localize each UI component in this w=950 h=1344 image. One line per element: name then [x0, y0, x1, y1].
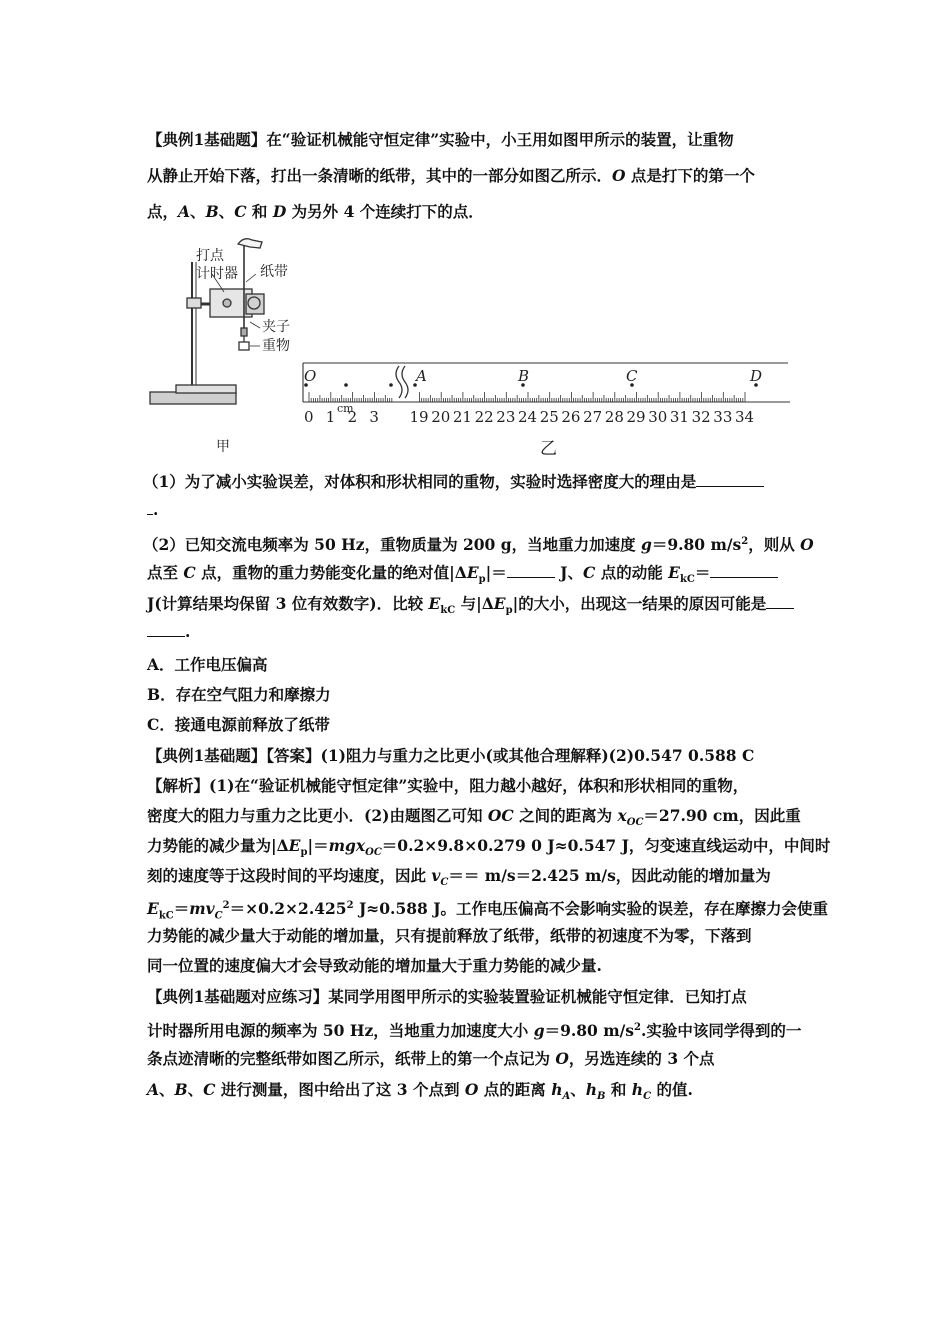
point-A: A — [416, 367, 427, 385]
ruler-number: 31 — [669, 408, 689, 426]
practice-line-1: 【典例1基础题对应练习】某同学用图甲所示的实验装置验证机械能守恒定律．已知打点 — [147, 987, 747, 1006]
ruler-number: 3 — [369, 408, 379, 426]
ruler-number: 33 — [713, 408, 733, 426]
analysis-line-1: 【解析】(1)在“验证机械能守恒定律”实验中，阻力越小越好，体积和形状相同的重物， — [147, 776, 749, 795]
ruler-number: 21 — [452, 408, 472, 426]
analysis-line-5: $E_{kC}=mv_C^2=\times 0.2\times 2.425^2$ J≈0.588 J。工作电压偏高不会影响实验的误差，存在摩擦力会使重 — [147, 899, 829, 922]
ruler-number: 20 — [431, 408, 451, 426]
experiment-figure — [140, 232, 800, 460]
answer-blank-reason-cont[interactable] — [147, 622, 185, 637]
ruler-ticks — [309, 392, 745, 402]
analysis-line-6: 力势能的减少量大于动能的增加量，只有提前释放了纸带，纸带的初速度不为零，下落到 — [147, 926, 752, 945]
subquestion-1-cont: . — [147, 500, 158, 520]
label-zhidai: 纸带 — [260, 264, 288, 280]
caption-jia: 甲 — [216, 439, 230, 455]
ruler-number: 32 — [691, 408, 711, 426]
subquestion-2-line-4: . — [147, 622, 190, 642]
question-tag: 【典例1基础题】 — [147, 130, 267, 149]
practice-line-2: 计时器所用电源的频率为 50 Hz，当地重力加速度大小 g＝9.80 $m/s^2$.实验中该同学得到的一 — [147, 1021, 802, 1041]
ruler-number: 2 — [347, 408, 358, 426]
answer-blank-ep[interactable] — [507, 563, 555, 578]
analysis-line-4: 刻的速度等于这段时间的平均速度，因此 $v_C== m/s=2.425$ m/s，因此动能的增加量为 — [147, 866, 771, 889]
answer-blank-reason[interactable] — [766, 594, 794, 609]
label-zhongwu: 重物 — [262, 338, 290, 354]
point-O: O — [304, 367, 317, 385]
question-line-3: 点，A、B、C 和 D 为另外 4 个连续打下的点． — [147, 202, 484, 221]
label-jiazi: 夹子 — [262, 319, 290, 335]
practice-line-3: 条点迹清晰的完整纸带如图乙所示，纸带上的第一个点记为 O，另选连续的 3 个点 — [147, 1049, 715, 1068]
analysis-line-7: 同一位置的速度偏大才会导致动能的增加量大于重力势能的减少量. — [147, 956, 602, 975]
analysis-line-2: 密度大的阻力与重力之比更小．(2)由题图乙可知 OC 之间的距离为 $x_{OC}=27.90$ cm，因此重 — [147, 806, 801, 829]
paper-tape — [303, 363, 790, 402]
ruler-number: 24 — [518, 408, 538, 426]
ruler-numbers-right — [410, 408, 755, 426]
option-c[interactable]: C．接通电源前释放了纸带 — [147, 715, 330, 734]
point-D: D — [750, 367, 763, 385]
question-line-1: 【典例1基础题】在“验证机械能守恒定律”实验中，小王用如图甲所示的装置，让重物 — [147, 130, 734, 149]
ruler-number: 22 — [474, 408, 494, 426]
ruler-number: 34 — [735, 408, 755, 426]
ruler-number: 29 — [626, 408, 646, 426]
ruler-number: 30 — [648, 408, 668, 426]
ruler-number: 26 — [561, 408, 581, 426]
subquestion-2-line-3: J(计算结果均保留 3 位有效数字)．比较 $E_{kC}$ 与$|\Delta E_p|$的大小，出现这一结果的原因可能是 — [147, 594, 794, 621]
point-B: B — [518, 367, 530, 385]
option-b[interactable]: B．存在空气阻力和摩擦力 — [147, 685, 331, 704]
tape-dots — [304, 383, 758, 387]
option-a[interactable]: A．工作电压偏高 — [147, 655, 268, 674]
question-line-2: 从静止开始下落，打出一条清晰的纸带，其中的一部分如图乙所示．O 点是打下的第一个 — [147, 166, 755, 185]
ruler-number: 0 — [304, 408, 314, 426]
ruler-number: 23 — [496, 408, 516, 426]
ruler-number: 1 — [325, 408, 336, 426]
label-dadian: 打点 — [196, 248, 224, 264]
practice-line-4: A、B、C 进行测量，图中给出了这 3 个点到 O 点的距离 $h_A$、$h_B$ 和 $h_C$ 的值. — [147, 1080, 693, 1103]
subquestion-1: （1）为了减小实验误差，对体积和形状相同的重物，实验时选择密度大的理由是 — [143, 472, 764, 492]
answer-line: 【典例1基础题】【答案】(1)阻力与重力之比更小(或其他合理解释)(2)0.547 0.588 C — [147, 746, 755, 765]
answer-blank-ek[interactable] — [710, 563, 778, 578]
ruler-number: 27 — [583, 408, 603, 426]
ruler-number: 19 — [409, 408, 429, 426]
ruler-number: 25 — [539, 408, 559, 426]
subquestion-2-line-2: 点至 C 点，重物的重力势能变化量的绝对值$|\Delta E_p|= J$、C 点的动能 $E_{kC}=$ — [147, 563, 778, 590]
analysis-line-3: 力势能的减少量为$|\Delta E_p|=mgx_{OC}=0.2\times 9.8\times 0.279$ 0 J≈0.547 J，匀变速直线运动中，中间时 — [147, 836, 831, 859]
ruler-number: 28 — [604, 408, 624, 426]
caption-yi: 乙 — [540, 439, 557, 459]
label-jishiqi: 计时器 — [196, 266, 238, 282]
point-C: C — [626, 367, 638, 385]
subquestion-2-line-1: （2）已知交流电频率为 50 Hz，重物质量为 200 g，当地重力加速度 g＝9.80 $m/s^2$，则从 O — [143, 535, 814, 555]
unit-cm: cm — [337, 402, 354, 415]
answer-blank-1[interactable] — [696, 472, 764, 487]
